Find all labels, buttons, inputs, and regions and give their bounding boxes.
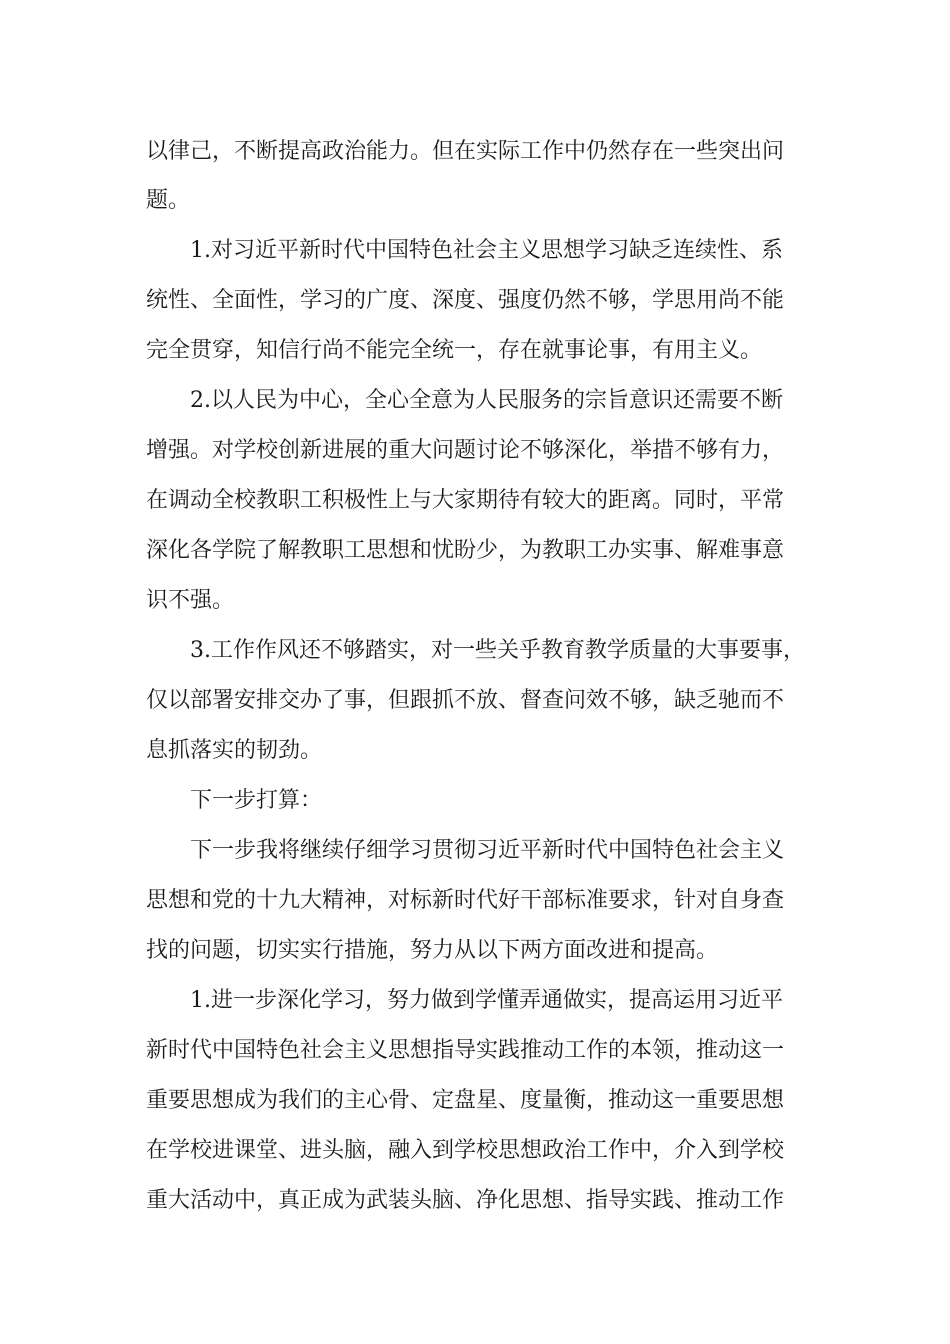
- text-line: 在调动全校教职工积极性上与大家期待有较大的距离。同时，平常: [146, 488, 785, 513]
- text-line: 重大活动中，真正成为武装头脑、净化思想、指导实践、推动工作: [146, 1188, 785, 1213]
- text-line: 完全贯穿，知信行尚不能完全统一，存在就事论事，有用主义。: [146, 338, 763, 363]
- text-line: 统性、全面性，学习的广度、深度、强度仍然不够，学思用尚不能: [146, 288, 785, 313]
- list-item-first-line: 1.对习近平新时代中国特色社会主义思想学习缺乏连续性、系: [190, 238, 783, 263]
- text-line: 在学校进课堂、进头脑，融入到学校思想政治工作中，介入到学校: [146, 1138, 785, 1163]
- text-line: 增强。对学校创新进展的重大问题讨论不够深化，举措不够有力，: [146, 438, 785, 463]
- list-item-first-line: 2.以人民为中心，全心全意为人民服务的宗旨意识还需要不断: [190, 388, 783, 413]
- section-heading: 下一步打算：: [190, 788, 323, 813]
- text-line: 息抓落实的韧劲。: [146, 738, 323, 763]
- list-item-first-line: 3.工作作风还不够踏实，对一些关乎教育教学质量的大事要事，: [190, 638, 805, 663]
- text-line: 识不强。: [146, 588, 235, 613]
- text-line: 题。: [146, 188, 191, 213]
- text-line: 思想和党的十九大精神，对标新时代好干部标准要求，针对自身查: [146, 888, 785, 913]
- list-item-first-line: 1.进一步深化学习，努力做到学懂弄通做实，提高运用习近平: [190, 988, 783, 1013]
- text-line: 找的问题，切实实行措施，努力从以下两方面改进和提高。: [146, 938, 719, 963]
- text-line: 重要思想成为我们的主心骨、定盘星、度量衡，推动这一重要思想: [146, 1088, 785, 1113]
- text-line: 新时代中国特色社会主义思想指导实践推动工作的本领，推动这一: [146, 1038, 785, 1063]
- text-line: 以律己，不断提高政治能力。但在实际工作中仍然存在一些突出问: [146, 139, 785, 164]
- text-line: 深化各学院了解教职工思想和忧盼少，为教职工办实事、解难事意: [146, 538, 785, 563]
- paragraph-first-line: 下一步我将继续仔细学习贯彻习近平新时代中国特色社会主义: [190, 838, 785, 863]
- text-line: 仅以部署安排交办了事，但跟抓不放、督查问效不够，缺乏驰而不: [146, 688, 785, 713]
